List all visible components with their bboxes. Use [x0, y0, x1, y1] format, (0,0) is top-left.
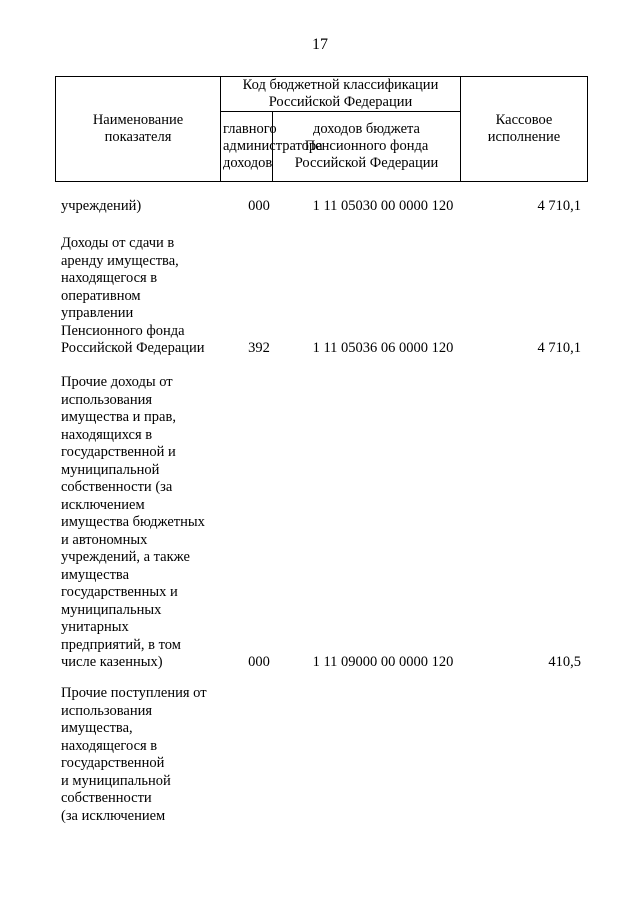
- page-number: 17: [312, 36, 328, 53]
- row-admin-code: 000: [248, 654, 270, 670]
- row-budget-code: 1 11 05036 06 0000 120: [312, 340, 454, 356]
- header-name-column: Наименование показателя: [56, 77, 221, 182]
- row-name: Прочие доходы от использования имущества и прав, находящихся в государственной и муниципальной собственности (за исключением имущества бюджетных и автономных учреждений, а также имущества государственных и муниципальных унитарных предприятий, в том числе казенных): [61, 374, 205, 670]
- row-name: Доходы от сдачи в аренду имущества, находящегося в оперативном управлении Пенсионного фонда Российской Федерации: [61, 235, 205, 356]
- row-amount: 4 710,1: [537, 340, 581, 356]
- row-budget-code: 1 11 09000 00 0000 120: [312, 654, 454, 670]
- row-amount: 410,5: [548, 654, 581, 670]
- header-admin-column: главного администратора доходов: [221, 112, 273, 182]
- row-name: учреждений): [61, 198, 142, 214]
- table-header: [55, 76, 588, 182]
- header-code-group: Код бюджетной классификации Российской Федерации: [221, 77, 461, 112]
- row-admin-code: 000: [248, 198, 270, 214]
- header-execution-column: Кассовое исполнение: [461, 77, 588, 182]
- row-name: Прочие поступления от использования имущества, находящегося в государственной и муниципальной собственности (за исключением: [61, 685, 207, 824]
- row-admin-code: 392: [248, 340, 270, 356]
- row-amount: 4 710,1: [537, 198, 581, 214]
- row-budget-code: 1 11 05030 00 0000 120: [312, 198, 454, 214]
- header-income-column: доходов бюджета Пенсионного фонда Российской Федерации: [273, 112, 461, 182]
